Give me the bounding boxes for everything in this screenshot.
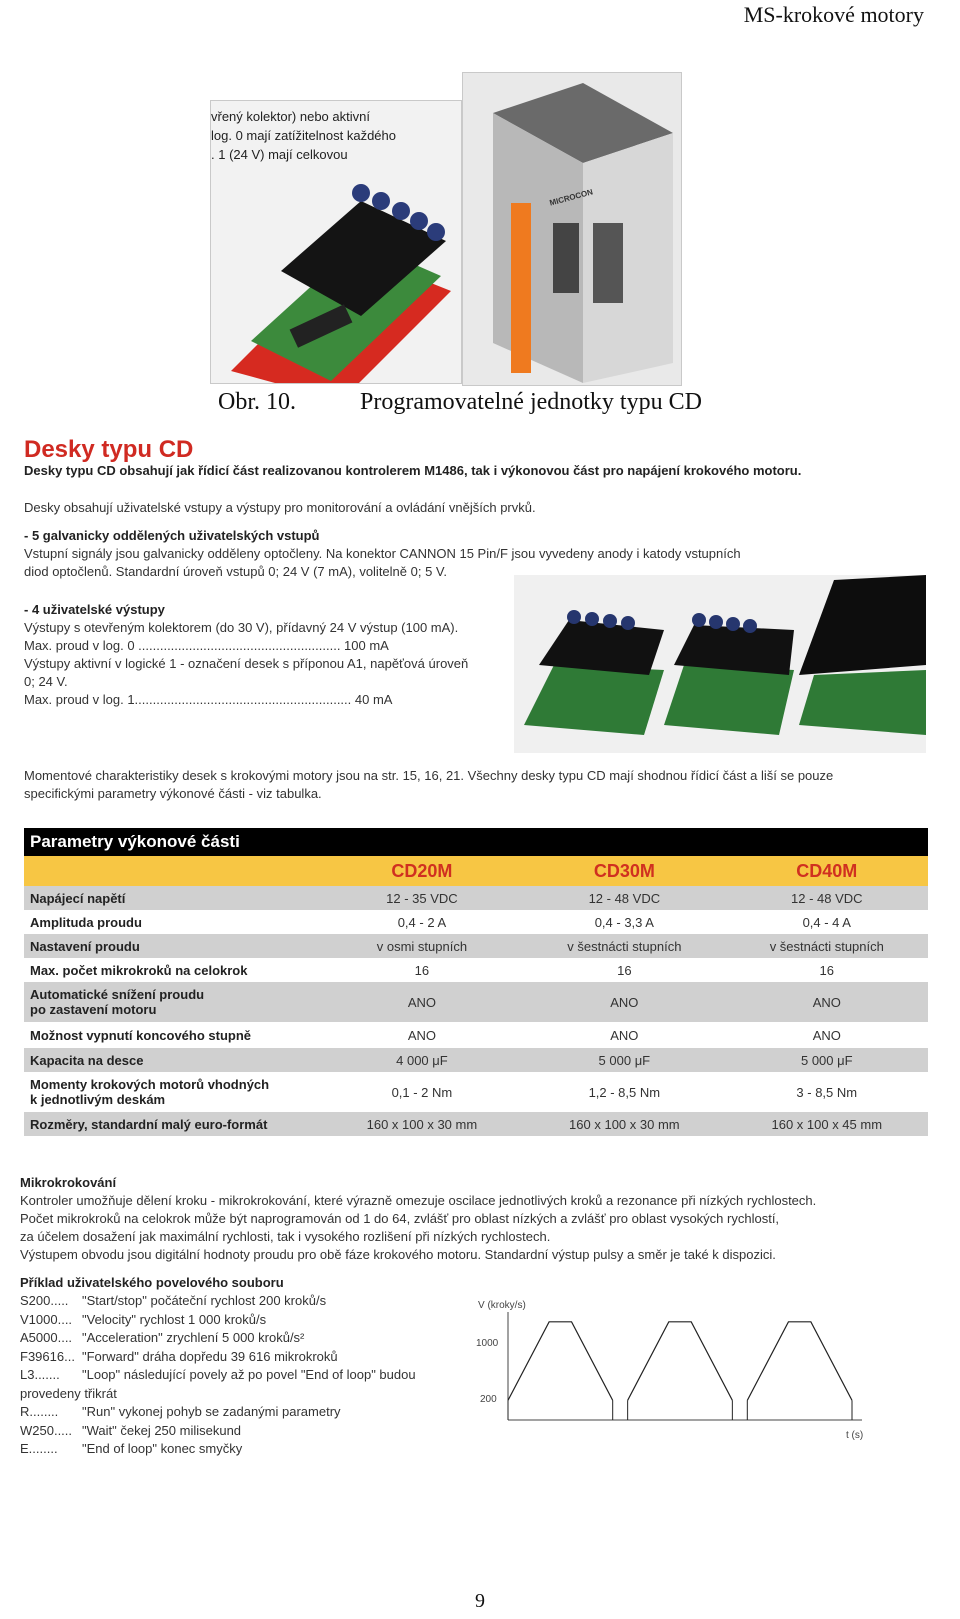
row-value: 160 x 100 x 30 mm: [321, 1112, 523, 1136]
inputs-line: diod optočlenů. Standardní úroveň vstupů 0; 24 V (7 mA), volitelně 0; 5 V.: [24, 564, 448, 579]
photo-open-board: [210, 100, 462, 384]
command-desc: "Velocity" rychlost 1 000 kroků/s: [82, 1311, 267, 1327]
command-line: [20, 1385, 460, 1404]
series-group: [508, 1322, 852, 1420]
velocity-profile-chart: [470, 1292, 890, 1462]
command-code: L3.......: [20, 1367, 60, 1382]
row-value: 5 000 μF: [523, 1048, 725, 1072]
example-title: Příklad uživatelského povelového souboru: [20, 1275, 284, 1290]
row-value: v šestnácti stupních: [523, 934, 725, 958]
row-label: Rozměry, standardní malý euro-formát: [24, 1112, 321, 1136]
table-row: [24, 934, 928, 958]
command-code: F39616...: [20, 1348, 75, 1364]
torque-line: specifickými parametry výkonové části - viz tabulka.: [24, 786, 322, 801]
io-text: Desky obsahují uživatelské vstupy a výstupy pro monitorování a ovládání vnějších prvků.: [24, 500, 536, 515]
command-code: W250.....: [20, 1422, 73, 1438]
command-line: [20, 1366, 460, 1385]
row-value: 12 - 48 VDC: [523, 886, 725, 910]
outputs-title: - 4 uživatelské výstupy: [24, 602, 165, 617]
table-row: [24, 1048, 928, 1072]
table-row: [24, 886, 928, 910]
outputs-description: [24, 619, 514, 709]
outputs-line: Max. proud v log. 1............................................................ 40 mA: [24, 692, 393, 707]
command-desc: "Acceleration" zrychlení 5 000 kroků/s²: [82, 1330, 305, 1345]
outputs-line: 0; 24 V.: [24, 674, 68, 689]
row-label-line: k jednotlivým deskám: [30, 1092, 166, 1107]
overlay-line: . 1 (24 V) mají celkovou: [211, 147, 348, 162]
command-line: [20, 1440, 460, 1459]
row-value: 16: [321, 958, 523, 982]
command-desc: provedeny třikrát: [20, 1385, 117, 1401]
page-number: 9: [475, 1590, 485, 1612]
y-axis-label: V (kroky/s): [478, 1300, 526, 1311]
row-label-line: po zastavení motoru: [30, 1002, 157, 1017]
page-header-title: MS-krokové motory: [743, 2, 924, 27]
open-board-illustration: [211, 101, 461, 383]
outputs-line: Výstupy s otevřeným kolektorem (do 30 V), přídavný 24 V výstup (100 mA).: [24, 620, 459, 635]
figure-caption-label: Obr. 10.: [218, 389, 296, 415]
command-code: R........: [20, 1404, 59, 1419]
table-row: [24, 1022, 928, 1048]
torque-line: Momentové charakteristiky desek s krokovými motory jsou na str. 15, 16, 21. Všechny desky typu CD mají shodnou řídicí část a liší se pouze: [24, 768, 834, 783]
command-line: [20, 1422, 460, 1441]
microstep-line: Kontroler umožňuje dělení kroku - mikrokrokování, které výrazně omezuje oscilace jednotlivých kroků a rezonance při nízkých rychlostech.: [20, 1193, 817, 1208]
command-desc: "Forward" dráha dopředu 39 616 mikrokroků: [82, 1348, 338, 1364]
microstep-line: Výstupem obvodu jsou digitální hodnoty proudu pro obě fáze krokového motoru. Standardní výstup pulsy a směr je také k dispozici.: [20, 1247, 776, 1262]
row-value: 12 - 48 VDC: [726, 886, 928, 910]
command-list: [20, 1292, 460, 1459]
table-header-model: CD40M: [726, 856, 928, 886]
row-value: 160 x 100 x 30 mm: [523, 1112, 725, 1136]
table-row: [24, 1112, 928, 1136]
row-label: [24, 982, 321, 1022]
command-desc: "Start/stop" počáteční rychlost 200 kroků/s: [82, 1293, 327, 1308]
command-line: [20, 1403, 460, 1422]
command-code: E........: [20, 1441, 58, 1456]
overlay-line: log. 0 mají zatížitelnost každého: [211, 128, 396, 143]
table-caption-row: [24, 828, 928, 856]
section-title: Desky typu CD: [24, 436, 194, 463]
row-value: 160 x 100 x 45 mm: [726, 1112, 928, 1136]
command-line: [20, 1348, 460, 1367]
command-line: [20, 1329, 460, 1348]
row-value: 0,1 - 2 Nm: [321, 1072, 523, 1112]
row-value: v osmi stupních: [321, 934, 523, 958]
row-label: Kapacita na desce: [24, 1048, 321, 1072]
table-header-model: CD30M: [523, 856, 725, 886]
command-desc: "Run" vykonej pohyb se zadanými parametry: [82, 1404, 341, 1419]
command-desc: "Loop" následující povely až po povel "End of loop" budou: [82, 1367, 416, 1382]
row-value: ANO: [523, 982, 725, 1022]
command-line: [20, 1311, 460, 1330]
command-line: [20, 1292, 460, 1311]
row-value: ANO: [523, 1022, 725, 1048]
row-value: 16: [523, 958, 725, 982]
row-label-line: Automatické snížení proudu: [30, 987, 205, 1002]
row-value: 3 - 8,5 Nm: [726, 1072, 928, 1112]
microstep-line: za účelem dosažení jak maximální rychlosti, tak i vysokého rozlišení při nízkých rychlostech.: [20, 1229, 551, 1244]
inputs-title: - 5 galvanicky oddělených uživatelských vstupů: [24, 528, 320, 543]
row-label: [24, 1072, 321, 1112]
torque-text: [24, 767, 928, 803]
row-value: v šestnácti stupních: [726, 934, 928, 958]
overlay-line: vřený kolektor) nebo aktivní: [211, 109, 370, 124]
row-value: 4 000 μF: [321, 1048, 523, 1072]
row-label: Max. počet mikrokroků na celokrok: [24, 958, 321, 982]
parameters-table: [24, 828, 928, 1136]
row-label: Napájecí napětí: [24, 886, 321, 910]
row-value: ANO: [321, 1022, 523, 1048]
photo-enclosed-unit: [462, 72, 682, 386]
inputs-line: Vstupní signály jsou galvanicky odděleny optočleny. Na konektor CANNON 15 Pin/F jsou vyvedeny anody i katody vstupních: [24, 546, 741, 561]
row-value: 0,4 - 4 A: [726, 910, 928, 934]
velocity-profile-1: [508, 1322, 613, 1401]
row-value: 0,4 - 3,3 A: [523, 910, 725, 934]
command-desc: "End of loop" konec smyčky: [82, 1441, 243, 1456]
command-code: A5000....: [20, 1330, 73, 1345]
photo-boards-row: [514, 575, 926, 753]
row-label-line: Momenty krokových motorů vhodných: [30, 1077, 270, 1092]
table-row: [24, 910, 928, 934]
outputs-line: Max. proud v log. 0 ........................................................ 100 mA: [24, 638, 389, 653]
table-row: [24, 982, 928, 1022]
command-desc: "Wait" čekej 250 milisekund: [82, 1422, 242, 1438]
device-brand-label: MICROCON: [548, 187, 594, 208]
enclosed-unit-illustration: [463, 73, 681, 385]
x-axis-label: t (s): [846, 1430, 864, 1441]
table-header-empty: [24, 856, 321, 886]
row-value: 1,2 - 8,5 Nm: [523, 1072, 725, 1112]
row-value: 12 - 35 VDC: [321, 886, 523, 910]
microstep-title: Mikrokrokování: [20, 1175, 117, 1190]
command-code: V1000....: [20, 1311, 73, 1327]
row-value: 16: [726, 958, 928, 982]
row-value: ANO: [321, 982, 523, 1022]
table-row: [24, 958, 928, 982]
row-value: 0,4 - 2 A: [321, 910, 523, 934]
microstep-text: [20, 1192, 930, 1264]
row-value: ANO: [726, 1022, 928, 1048]
table-caption: Parametry výkonové části: [24, 828, 928, 856]
velocity-profile-3: [747, 1322, 852, 1401]
outputs-line: Výstupy aktivní v logické 1 - označení desek s příponou A1, napěťová úroveň: [24, 656, 469, 671]
table-header-row: [24, 856, 928, 886]
intro-text: Desky typu CD obsahují jak řídicí část realizovanou kontrolerem M1486, tak i výkonovou část pro napájení krokového motoru.: [24, 463, 802, 478]
row-value: 5 000 μF: [726, 1048, 928, 1072]
y-tick-label: 200: [480, 1394, 497, 1405]
table-row: [24, 1072, 928, 1112]
row-label: Nastavení proudu: [24, 934, 321, 958]
figure-caption-text: Programovatelné jednotky typu CD: [360, 389, 702, 415]
row-label: Amplituda proudu: [24, 910, 321, 934]
microstep-line: Počet mikrokroků na celokrok může být naprogramován od 1 do 64, zvlášť pro oblast nízkých a zvlášť pro oblast vysokých rychlostí,: [20, 1211, 780, 1226]
table-header-model: CD20M: [321, 856, 523, 886]
row-value: ANO: [726, 982, 928, 1022]
y-tick-label: 1000: [476, 1338, 499, 1349]
row-label: Možnost vypnutí koncového stupně: [24, 1022, 321, 1048]
velocity-profile-2: [628, 1322, 733, 1401]
command-code: S200.....: [20, 1293, 69, 1308]
boards-row-illustration: [514, 575, 926, 753]
